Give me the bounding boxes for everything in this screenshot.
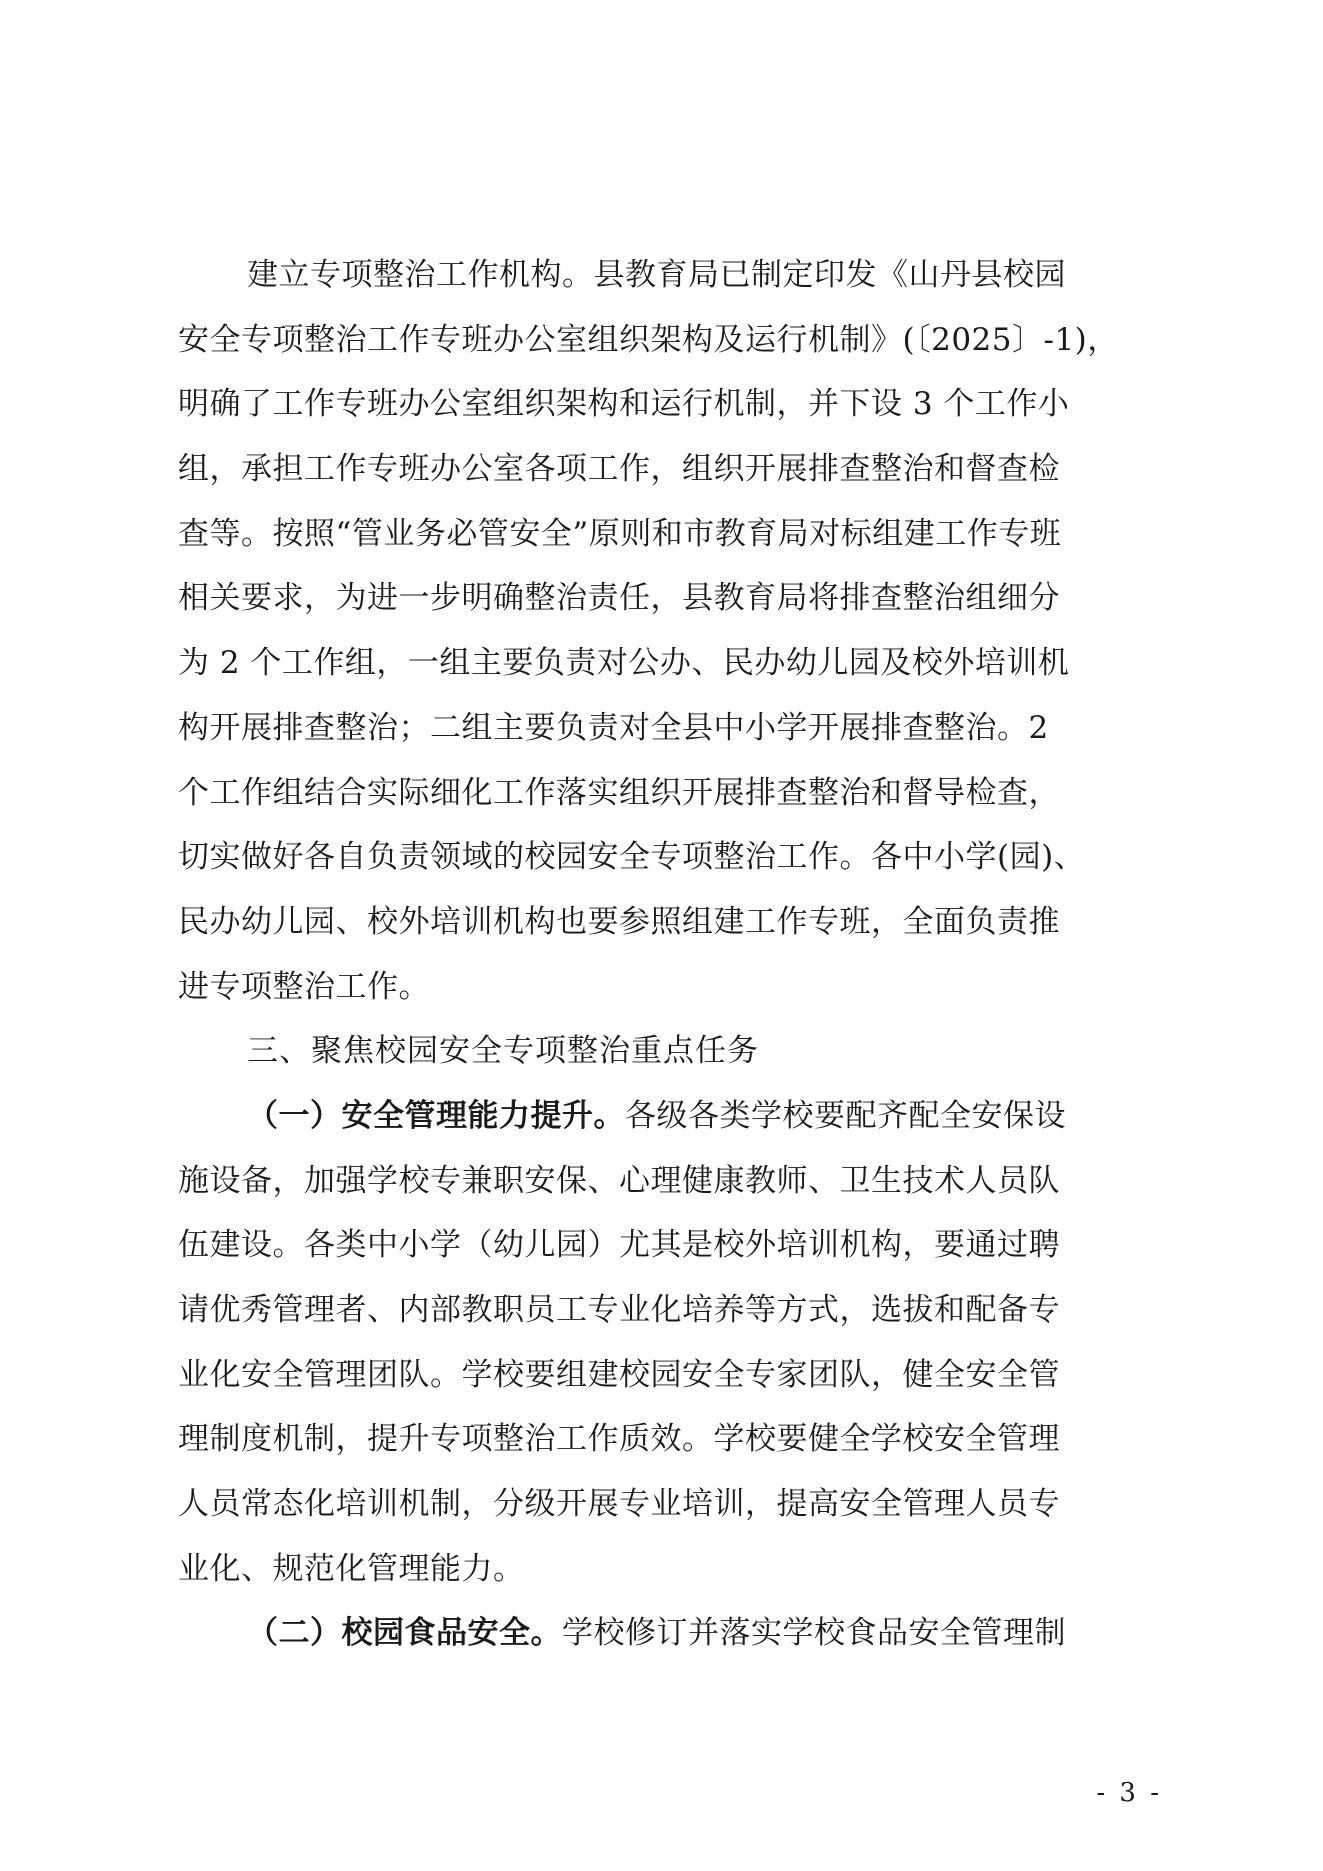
paragraph-line: 构开展排查整治；二组主要负责对全县中小学开展排查整治。2 <box>178 709 1049 746</box>
paragraph-line: 明确了工作专班办公室组织架构和运行机制，并下设 3 个工作小 <box>178 386 1070 423</box>
item-lead: （二）校园食品安全。 <box>247 1615 562 1652</box>
page-number: - 3 - <box>1096 1778 1162 1808</box>
body-text <box>178 243 1160 1666</box>
section-heading: 三、聚焦校园安全专项整治重点任务 <box>247 1033 759 1070</box>
paragraph-line: 伍建设。各类中小学（幼儿园）尤其是校外培训机构，要通过聘 <box>178 1227 1060 1264</box>
item-first-line <box>178 1084 1160 1149</box>
paragraph-line: 切实做好各自负责领域的校园安全专项整治工作。各中小学(园)、 <box>178 839 1086 876</box>
paragraph-line: 请优秀管理者、内部教职员工专业化培养等方式，选拔和配备专 <box>178 1292 1060 1328</box>
paragraph-line: 建立专项整治工作机构。县教育局已制定印发《山丹县校园 <box>247 257 1066 293</box>
paragraph-line: 施设备，加强学校专兼职安保、心理健康教师、卫生技术人员队 <box>178 1162 1060 1199</box>
paragraph-line: 业化安全管理团队。学校要组建校园安全专家团队，健全安全管 <box>178 1356 1060 1393</box>
item-lead: （一）安全管理能力提升。 <box>247 1097 625 1134</box>
paragraph-line: 组，承担工作专班办公室各项工作，组织开展排查整治和督查检 <box>178 451 1060 488</box>
paragraph-line: 查等。按照“管业务必管安全”原则和市教育局对标组建工作专班 <box>178 515 1062 552</box>
item-text: 各级各类学校要配齐配全安保设 <box>625 1097 1066 1134</box>
paragraph-line: 理制度机制，提升专项整治工作质效。学校要健全学校安全管理 <box>178 1421 1060 1458</box>
paragraph-line: 安全专项整治工作专班办公室组织架构及运行机制》(〔2025〕-1)， <box>178 321 1119 358</box>
paragraph-line: 民办幼儿园、校外培训机构也要参照组建工作专班，全面负责推 <box>178 903 1060 940</box>
item-text: 学校修订并落实学校食品安全管理制 <box>562 1615 1066 1652</box>
paragraph-line: 相关要求，为进一步明确整治责任，县教育局将排查整治组细分 <box>178 580 1060 617</box>
paragraph-line: 人员常态化培训机制，分级开展专业培训，提高安全管理人员专 <box>178 1486 1060 1523</box>
paragraph-line: 业化、规范化管理能力。 <box>178 1550 525 1587</box>
paragraph-line: 个工作组结合实际细化工作落实组织开展排查整治和督导检查， <box>178 774 1060 811</box>
paragraph-line: 为 2 个工作组，一组主要负责对公办、民办幼儿园及校外培训机 <box>178 645 1070 682</box>
item-first-line <box>178 1601 1160 1666</box>
paragraph-line: 进专项整治工作。 <box>178 968 430 1005</box>
